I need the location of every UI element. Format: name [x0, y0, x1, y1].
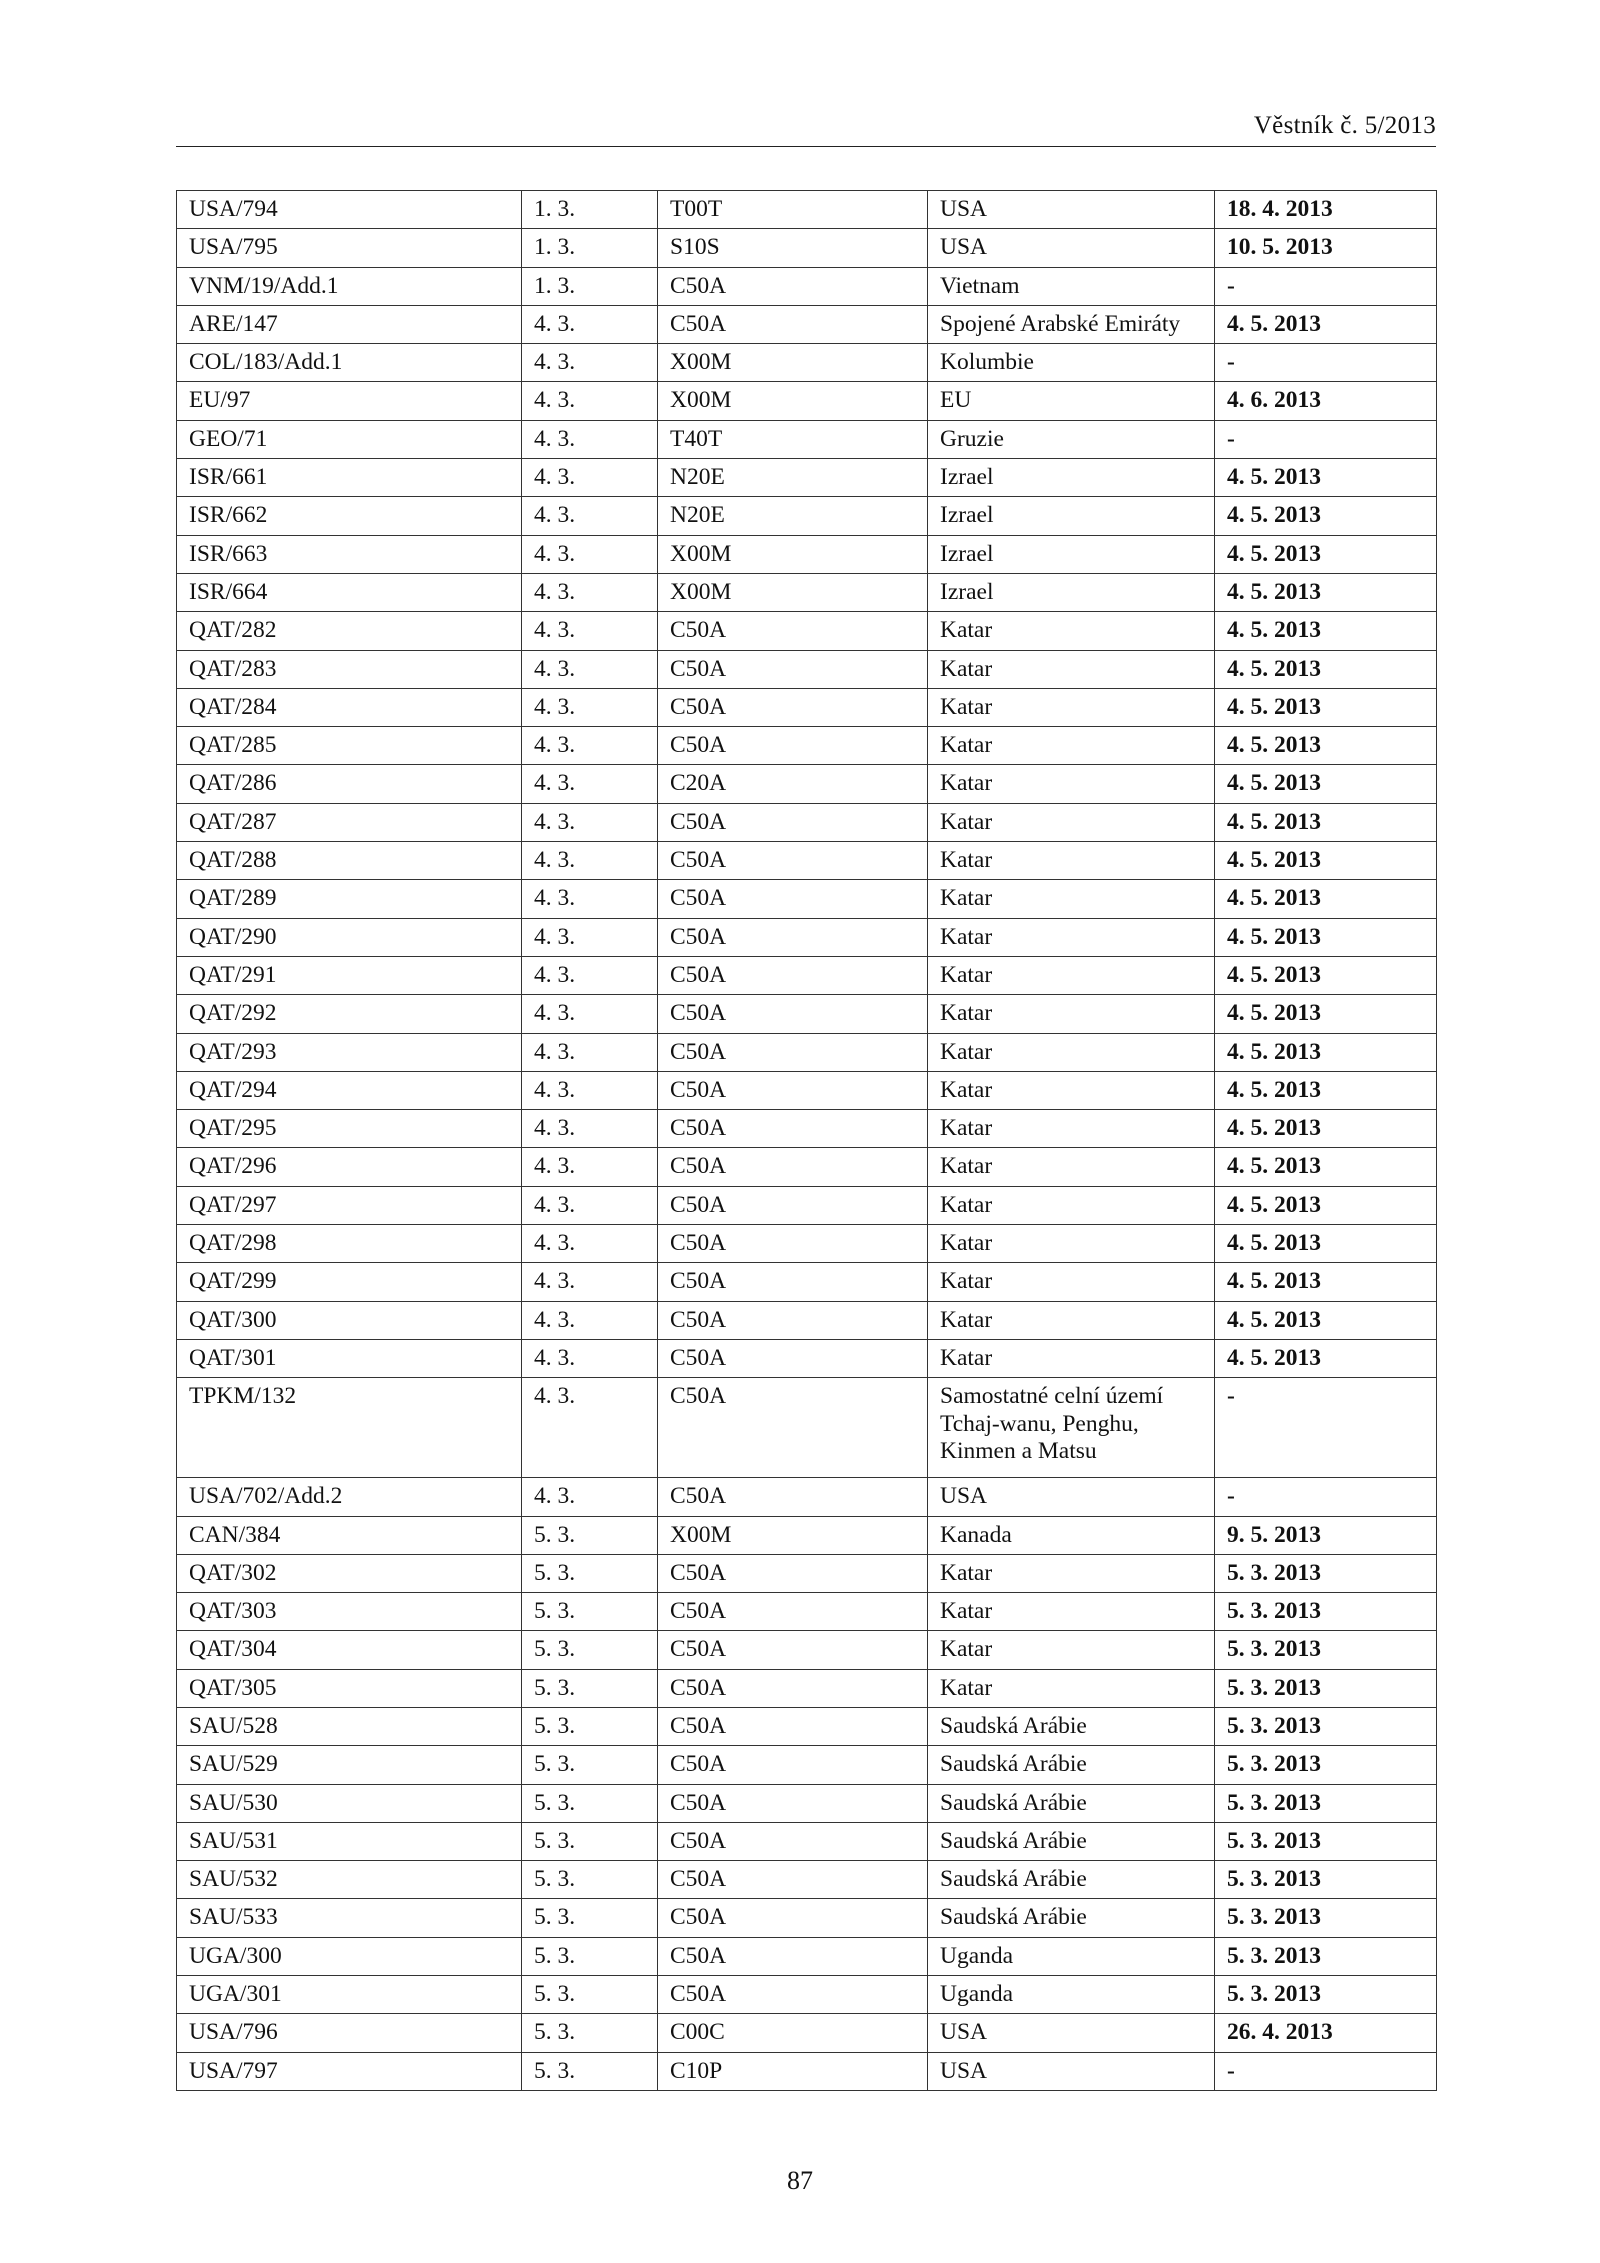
deadline-cell: 5. 3. 2013 [1215, 1822, 1437, 1860]
code-cell: C50A [658, 1746, 928, 1784]
document-symbol-cell: SAU/529 [177, 1746, 522, 1784]
table-row [177, 688, 1437, 726]
deadline-cell: - [1215, 1478, 1437, 1516]
code-cell: X00M [658, 573, 928, 611]
date-cell: 5. 3. [522, 1976, 658, 2014]
deadline-cell: 5. 3. 2013 [1215, 1631, 1437, 1669]
date-cell: 5. 3. [522, 1861, 658, 1899]
document-symbol-cell: ISR/662 [177, 497, 522, 535]
table-row [177, 1822, 1437, 1860]
deadline-cell: 5. 3. 2013 [1215, 1784, 1437, 1822]
date-cell: 4. 3. [522, 382, 658, 420]
table-row [177, 1378, 1437, 1478]
deadline-cell: 4. 5. 2013 [1215, 842, 1437, 880]
country-cell: Katar [928, 803, 1215, 841]
deadline-cell: 5. 3. 2013 [1215, 1976, 1437, 2014]
date-cell: 4. 3. [522, 1339, 658, 1377]
code-cell: C50A [658, 803, 928, 841]
country-cell: Katar [928, 1669, 1215, 1707]
code-cell: X00M [658, 535, 928, 573]
country-cell: Katar [928, 1225, 1215, 1263]
deadline-cell: - [1215, 267, 1437, 305]
code-cell: X00M [658, 1516, 928, 1554]
deadline-cell: 4. 5. 2013 [1215, 573, 1437, 611]
country-cell: USA [928, 229, 1215, 267]
document-symbol-cell: SAU/531 [177, 1822, 522, 1860]
table-row [177, 1669, 1437, 1707]
date-cell: 4. 3. [522, 420, 658, 458]
code-cell: N20E [658, 459, 928, 497]
table-row [177, 918, 1437, 956]
date-cell: 5. 3. [522, 1899, 658, 1937]
document-symbol-cell: QAT/299 [177, 1263, 522, 1301]
deadline-cell: 4. 5. 2013 [1215, 650, 1437, 688]
table-row [177, 305, 1437, 343]
deadline-cell: 5. 3. 2013 [1215, 1554, 1437, 1592]
country-cell: Izrael [928, 497, 1215, 535]
country-cell: Katar [928, 765, 1215, 803]
country-cell: Saudská Arábie [928, 1899, 1215, 1937]
document-symbol-cell: USA/702/Add.2 [177, 1478, 522, 1516]
document-symbol-cell: QAT/286 [177, 765, 522, 803]
country-cell: Katar [928, 956, 1215, 994]
document-symbol-cell: QAT/285 [177, 727, 522, 765]
document-symbol-cell: VNM/19/Add.1 [177, 267, 522, 305]
date-cell: 4. 3. [522, 1478, 658, 1516]
country-cell: USA [928, 2052, 1215, 2090]
country-cell: Saudská Arábie [928, 1822, 1215, 1860]
code-cell: C00C [658, 2014, 928, 2052]
document-symbol-cell: ARE/147 [177, 305, 522, 343]
document-symbol-cell: QAT/298 [177, 1225, 522, 1263]
code-cell: C50A [658, 1593, 928, 1631]
document-symbol-cell: SAU/530 [177, 1784, 522, 1822]
country-cell: Katar [928, 1071, 1215, 1109]
code-cell: C50A [658, 305, 928, 343]
country-cell: Katar [928, 1186, 1215, 1224]
date-cell: 4. 3. [522, 459, 658, 497]
code-cell: C50A [658, 880, 928, 918]
code-cell: C20A [658, 765, 928, 803]
deadline-cell: 18. 4. 2013 [1215, 191, 1437, 229]
table-row [177, 2052, 1437, 2090]
date-cell: 5. 3. [522, 1669, 658, 1707]
deadline-cell: 26. 4. 2013 [1215, 2014, 1437, 2052]
code-cell: C50A [658, 1478, 928, 1516]
deadline-cell: 4. 5. 2013 [1215, 1263, 1437, 1301]
date-cell: 4. 3. [522, 535, 658, 573]
date-cell: 5. 3. [522, 2014, 658, 2052]
document-symbol-cell: QAT/294 [177, 1071, 522, 1109]
document-symbol-cell: USA/797 [177, 2052, 522, 2090]
table-row [177, 420, 1437, 458]
code-cell: C50A [658, 1339, 928, 1377]
deadline-cell: 4. 5. 2013 [1215, 535, 1437, 573]
table-row [177, 1071, 1437, 1109]
date-cell: 5. 3. [522, 1516, 658, 1554]
date-cell: 1. 3. [522, 229, 658, 267]
page-number: 87 [787, 2166, 813, 2195]
page-header [176, 108, 1436, 147]
table-row [177, 1631, 1437, 1669]
table-row [177, 229, 1437, 267]
document-symbol-cell: QAT/296 [177, 1148, 522, 1186]
deadline-cell: 4. 5. 2013 [1215, 459, 1437, 497]
code-cell: C50A [658, 727, 928, 765]
document-symbol-cell: EU/97 [177, 382, 522, 420]
date-cell: 4. 3. [522, 1148, 658, 1186]
date-cell: 4. 3. [522, 842, 658, 880]
date-cell: 4. 3. [522, 573, 658, 611]
table-row [177, 267, 1437, 305]
date-cell: 4. 3. [522, 612, 658, 650]
document-symbol-cell: QAT/282 [177, 612, 522, 650]
country-cell: Katar [928, 1301, 1215, 1339]
country-cell: Saudská Arábie [928, 1707, 1215, 1745]
country-cell: Katar [928, 650, 1215, 688]
deadline-cell: 5. 3. 2013 [1215, 1937, 1437, 1975]
country-cell: Saudská Arábie [928, 1746, 1215, 1784]
date-cell: 4. 3. [522, 918, 658, 956]
table-row [177, 1976, 1437, 2014]
table-row [177, 382, 1437, 420]
date-cell: 5. 3. [522, 1937, 658, 1975]
country-cell: Spojené Arabské Emiráty [928, 305, 1215, 343]
date-cell: 5. 3. [522, 2052, 658, 2090]
country-cell: Gruzie [928, 420, 1215, 458]
deadline-cell: 5. 3. 2013 [1215, 1861, 1437, 1899]
country-cell: Katar [928, 1033, 1215, 1071]
code-cell: C50A [658, 1707, 928, 1745]
date-cell: 4. 3. [522, 1301, 658, 1339]
country-cell: Kolumbie [928, 344, 1215, 382]
deadline-cell: - [1215, 2052, 1437, 2090]
code-cell: S10S [658, 229, 928, 267]
date-cell: 1. 3. [522, 267, 658, 305]
document-symbol-cell: QAT/300 [177, 1301, 522, 1339]
country-cell: Katar [928, 880, 1215, 918]
deadline-cell: 4. 5. 2013 [1215, 612, 1437, 650]
table-row [177, 1707, 1437, 1745]
table-row [177, 1301, 1437, 1339]
code-cell: C50A [658, 1669, 928, 1707]
document-symbol-cell: USA/796 [177, 2014, 522, 2052]
table-row [177, 344, 1437, 382]
table-row [177, 842, 1437, 880]
table-row [177, 1033, 1437, 1071]
code-cell: T00T [658, 191, 928, 229]
deadline-cell: 4. 5. 2013 [1215, 1225, 1437, 1263]
date-cell: 5. 3. [522, 1554, 658, 1592]
date-cell: 4. 3. [522, 650, 658, 688]
table-row [177, 1899, 1437, 1937]
table-body [177, 191, 1437, 2091]
document-symbol-cell: QAT/293 [177, 1033, 522, 1071]
deadline-cell: 4. 5. 2013 [1215, 305, 1437, 343]
code-cell: C50A [658, 612, 928, 650]
date-cell: 4. 3. [522, 1033, 658, 1071]
document-symbol-cell: UGA/301 [177, 1976, 522, 2014]
date-cell: 5. 3. [522, 1784, 658, 1822]
country-cell: Katar [928, 1593, 1215, 1631]
country-cell: Katar [928, 995, 1215, 1033]
notifications-table [176, 190, 1437, 2091]
code-cell: C50A [658, 1071, 928, 1109]
document-symbol-cell: SAU/533 [177, 1899, 522, 1937]
document-symbol-cell: QAT/289 [177, 880, 522, 918]
country-cell: USA [928, 2014, 1215, 2052]
table-row [177, 1516, 1437, 1554]
code-cell: C50A [658, 1033, 928, 1071]
date-cell: 4. 3. [522, 1071, 658, 1109]
deadline-cell: 4. 5. 2013 [1215, 1339, 1437, 1377]
country-cell: Saudská Arábie [928, 1784, 1215, 1822]
deadline-cell: 4. 5. 2013 [1215, 918, 1437, 956]
code-cell: C50A [658, 1110, 928, 1148]
deadline-cell: 4. 5. 2013 [1215, 765, 1437, 803]
code-cell: C50A [658, 1822, 928, 1860]
code-cell: C50A [658, 918, 928, 956]
code-cell: C50A [658, 995, 928, 1033]
code-cell: C50A [658, 1937, 928, 1975]
date-cell: 4. 3. [522, 344, 658, 382]
code-cell: C50A [658, 1784, 928, 1822]
code-cell: C50A [658, 1378, 928, 1478]
code-cell: C50A [658, 1976, 928, 2014]
deadline-cell: 10. 5. 2013 [1215, 229, 1437, 267]
table-row [177, 1110, 1437, 1148]
date-cell: 4. 3. [522, 956, 658, 994]
document-symbol-cell: ISR/663 [177, 535, 522, 573]
country-cell: USA [928, 1478, 1215, 1516]
code-cell: X00M [658, 344, 928, 382]
date-cell: 4. 3. [522, 995, 658, 1033]
document-symbol-cell: QAT/297 [177, 1186, 522, 1224]
date-cell: 4. 3. [522, 880, 658, 918]
deadline-cell: 4. 5. 2013 [1215, 880, 1437, 918]
code-cell: T40T [658, 420, 928, 458]
country-cell: Izrael [928, 535, 1215, 573]
code-cell: C50A [658, 1554, 928, 1592]
document-symbol-cell: QAT/304 [177, 1631, 522, 1669]
country-cell: Katar [928, 688, 1215, 726]
document-symbol-cell: QAT/305 [177, 1669, 522, 1707]
date-cell: 4. 3. [522, 765, 658, 803]
date-cell: 4. 3. [522, 688, 658, 726]
code-cell: C50A [658, 1186, 928, 1224]
country-cell: Izrael [928, 573, 1215, 611]
country-cell: Katar [928, 842, 1215, 880]
code-cell: C50A [658, 1631, 928, 1669]
table-row [177, 497, 1437, 535]
document-symbol-cell: QAT/287 [177, 803, 522, 841]
code-cell: C50A [658, 650, 928, 688]
date-cell: 4. 3. [522, 1225, 658, 1263]
table-row [177, 459, 1437, 497]
date-cell: 5. 3. [522, 1593, 658, 1631]
country-cell: Katar [928, 727, 1215, 765]
table-row [177, 1339, 1437, 1377]
deadline-cell: 4. 5. 2013 [1215, 1186, 1437, 1224]
deadline-cell: - [1215, 344, 1437, 382]
country-cell: Vietnam [928, 267, 1215, 305]
document-symbol-cell: QAT/301 [177, 1339, 522, 1377]
document-symbol-cell: USA/795 [177, 229, 522, 267]
document-symbol-cell: ISR/664 [177, 573, 522, 611]
date-cell: 5. 3. [522, 1707, 658, 1745]
deadline-cell: 4. 5. 2013 [1215, 1071, 1437, 1109]
country-cell: Izrael [928, 459, 1215, 497]
deadline-cell: 5. 3. 2013 [1215, 1707, 1437, 1745]
date-cell: 4. 3. [522, 1378, 658, 1478]
country-cell: Katar [928, 1263, 1215, 1301]
table-row [177, 995, 1437, 1033]
document-symbol-cell: QAT/290 [177, 918, 522, 956]
document-symbol-cell: QAT/291 [177, 956, 522, 994]
country-cell: Saudská Arábie [928, 1861, 1215, 1899]
table-row [177, 1186, 1437, 1224]
country-cell: Katar [928, 1554, 1215, 1592]
table-row [177, 765, 1437, 803]
document-symbol-cell: SAU/532 [177, 1861, 522, 1899]
table-row [177, 535, 1437, 573]
table-row [177, 1861, 1437, 1899]
table-row [177, 956, 1437, 994]
code-cell: C50A [658, 956, 928, 994]
deadline-cell: 4. 5. 2013 [1215, 497, 1437, 535]
deadline-cell: 4. 5. 2013 [1215, 803, 1437, 841]
deadline-cell: 5. 3. 2013 [1215, 1899, 1437, 1937]
document-symbol-cell: UGA/300 [177, 1937, 522, 1975]
country-cell: Katar [928, 1110, 1215, 1148]
document-symbol-cell: TPKM/132 [177, 1378, 522, 1478]
code-cell: C50A [658, 267, 928, 305]
table-row [177, 1784, 1437, 1822]
deadline-cell: 5. 3. 2013 [1215, 1593, 1437, 1631]
code-cell: C50A [658, 1861, 928, 1899]
table-row [177, 573, 1437, 611]
deadline-cell: 9. 5. 2013 [1215, 1516, 1437, 1554]
journal-title: Věstník č. 5/2013 [1253, 112, 1436, 139]
code-cell: C10P [658, 2052, 928, 2090]
country-cell: Katar [928, 1631, 1215, 1669]
document-symbol-cell: ISR/661 [177, 459, 522, 497]
deadline-cell: 4. 5. 2013 [1215, 1033, 1437, 1071]
document-symbol-cell: QAT/283 [177, 650, 522, 688]
table-row [177, 727, 1437, 765]
country-cell: Katar [928, 1339, 1215, 1377]
document-symbol-cell: GEO/71 [177, 420, 522, 458]
deadline-cell: 5. 3. 2013 [1215, 1746, 1437, 1784]
table-row [177, 650, 1437, 688]
table-row [177, 612, 1437, 650]
document-symbol-cell: SAU/528 [177, 1707, 522, 1745]
document-symbol-cell: CAN/384 [177, 1516, 522, 1554]
table-row [177, 191, 1437, 229]
table-row [177, 803, 1437, 841]
country-cell: Samostatné celní území Tchaj-wanu, Penghu, Kinmen a Matsu [928, 1378, 1215, 1478]
date-cell: 4. 3. [522, 727, 658, 765]
document-symbol-cell: USA/794 [177, 191, 522, 229]
deadline-cell: 4. 5. 2013 [1215, 1148, 1437, 1186]
table-row [177, 1746, 1437, 1784]
country-cell: Katar [928, 612, 1215, 650]
deadline-cell: 4. 5. 2013 [1215, 727, 1437, 765]
date-cell: 1. 3. [522, 191, 658, 229]
deadline-cell: 4. 5. 2013 [1215, 1110, 1437, 1148]
document-symbol-cell: QAT/302 [177, 1554, 522, 1592]
country-cell: Katar [928, 1148, 1215, 1186]
date-cell: 4. 3. [522, 1110, 658, 1148]
date-cell: 4. 3. [522, 1263, 658, 1301]
table-row [177, 2014, 1437, 2052]
table-row [177, 1937, 1437, 1975]
deadline-cell: 4. 5. 2013 [1215, 688, 1437, 726]
deadline-cell: 4. 5. 2013 [1215, 995, 1437, 1033]
code-cell: C50A [658, 1225, 928, 1263]
date-cell: 5. 3. [522, 1822, 658, 1860]
code-cell: C50A [658, 688, 928, 726]
table-row [177, 1263, 1437, 1301]
document-symbol-cell: QAT/288 [177, 842, 522, 880]
date-cell: 5. 3. [522, 1746, 658, 1784]
table-row [177, 1225, 1437, 1263]
table-row [177, 1148, 1437, 1186]
document-symbol-cell: QAT/295 [177, 1110, 522, 1148]
table-row [177, 1478, 1437, 1516]
code-cell: C50A [658, 1263, 928, 1301]
country-cell: EU [928, 382, 1215, 420]
deadline-cell: 5. 3. 2013 [1215, 1669, 1437, 1707]
deadline-cell: - [1215, 420, 1437, 458]
deadline-cell: 4. 5. 2013 [1215, 1301, 1437, 1339]
date-cell: 4. 3. [522, 803, 658, 841]
table-row [177, 1554, 1437, 1592]
code-cell: X00M [658, 382, 928, 420]
code-cell: C50A [658, 1148, 928, 1186]
country-cell: Uganda [928, 1937, 1215, 1975]
country-cell: Uganda [928, 1976, 1215, 2014]
date-cell: 4. 3. [522, 305, 658, 343]
deadline-cell: 4. 5. 2013 [1215, 956, 1437, 994]
code-cell: C50A [658, 842, 928, 880]
code-cell: N20E [658, 497, 928, 535]
document-symbol-cell: QAT/292 [177, 995, 522, 1033]
date-cell: 4. 3. [522, 1186, 658, 1224]
deadline-cell: - [1215, 1378, 1437, 1478]
date-cell: 5. 3. [522, 1631, 658, 1669]
code-cell: C50A [658, 1899, 928, 1937]
country-cell: Kanada [928, 1516, 1215, 1554]
code-cell: C50A [658, 1301, 928, 1339]
deadline-cell: 4. 6. 2013 [1215, 382, 1437, 420]
table-row [177, 1593, 1437, 1631]
document-symbol-cell: QAT/303 [177, 1593, 522, 1631]
date-cell: 4. 3. [522, 497, 658, 535]
document-symbol-cell: COL/183/Add.1 [177, 344, 522, 382]
country-cell: USA [928, 191, 1215, 229]
country-cell: Katar [928, 918, 1215, 956]
table-row [177, 880, 1437, 918]
document-symbol-cell: QAT/284 [177, 688, 522, 726]
